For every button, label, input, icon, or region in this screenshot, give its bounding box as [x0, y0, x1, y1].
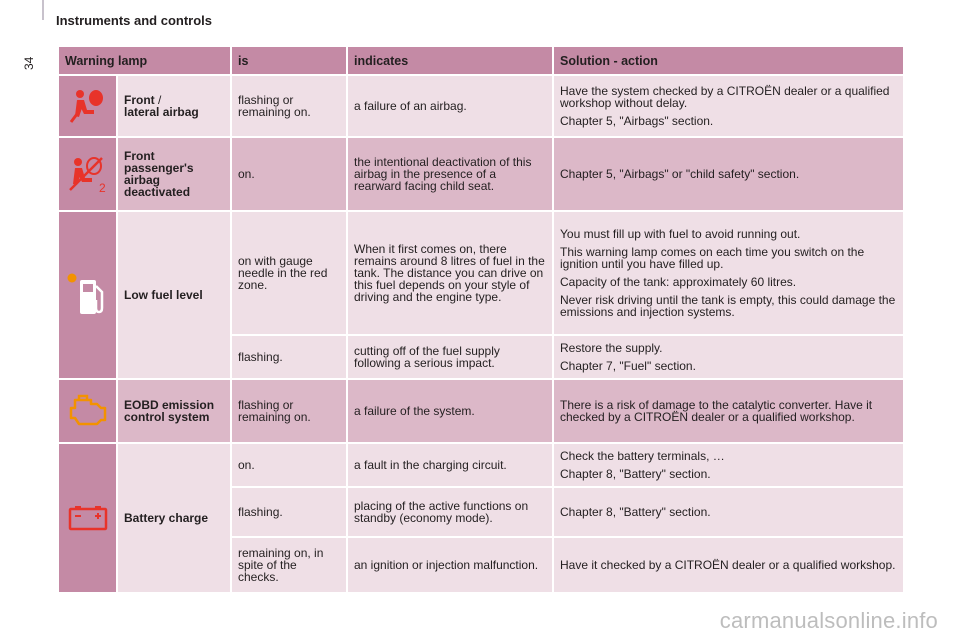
lamp-name: EOBD emission control system: [117, 379, 231, 443]
lamp-solution: Restore the supply. Chapter 7, "Fuel" section.: [553, 335, 904, 379]
lamp-indication: a failure of the system.: [347, 379, 553, 443]
lamp-state: flashing or remaining on.: [231, 75, 347, 137]
icon-cell: [58, 443, 117, 593]
column-header-solution: Solution - action: [553, 46, 904, 75]
lamp-name: Low fuel level: [117, 211, 231, 379]
lamp-solution: Check the battery terminals, … Chapter 8, "Battery" section.: [553, 443, 904, 487]
lamp-indication: the intentional deactivation of this airbag in the presence of a rearward facing child seat.: [347, 137, 553, 211]
warning-lamps-table: [57, 45, 905, 594]
lamp-indication: When it first comes on, there remains around 8 litres of fuel in the tank. The distance you can drive on this fuel depends on your style of driving and the engine type.: [347, 211, 553, 335]
column-header-indicates: indicates: [347, 46, 553, 75]
watermark: carmanualsonline.info: [719, 608, 938, 633]
engine-icon: [65, 394, 111, 428]
margin-rule: [42, 0, 44, 20]
icon-cell: [58, 379, 117, 443]
icon-cell: [58, 75, 117, 137]
table-row: [58, 75, 904, 137]
page-title: Instruments and controls: [56, 13, 213, 28]
airbag-icon: [68, 86, 108, 126]
lamp-solution: Chapter 5, "Airbags" or "child safety" section.: [553, 137, 904, 211]
lamp-indication: a fault in the charging circuit.: [347, 443, 553, 487]
table-row: [58, 443, 904, 487]
table-header-row: [58, 46, 904, 75]
lamp-state: flashing or remaining on.: [231, 379, 347, 443]
lamp-state: on.: [231, 137, 347, 211]
lamp-indication: an ignition or injection malfunction.: [347, 537, 553, 593]
lamp-solution: Have it checked by a CITROËN dealer or a qualified workshop.: [553, 537, 904, 593]
table-row: [58, 379, 904, 443]
lamp-name: Front passenger's airbag deactivated: [117, 137, 231, 211]
lamp-indication: cutting off of the fuel supply following a serious impact.: [347, 335, 553, 379]
lamp-solution: You must fill up with fuel to avoid running out. This warning lamp comes on each time you switch on the ignition until you have filled up. Capacity of the tank: approximately 60 litres. Never risk driving until the tank is empty, this could damage the emissions and injection systems.: [553, 211, 904, 335]
page-number: 34: [22, 56, 36, 70]
lamp-solution: Have the system checked by a CITROËN dealer or a qualified workshop without delay. Chapter 5, "Airbags" section.: [553, 75, 904, 137]
column-header-warning-lamp: Warning lamp: [58, 46, 231, 75]
svg-text:2: 2: [98, 181, 106, 194]
column-header-is: is: [231, 46, 347, 75]
lamp-solution: Chapter 8, "Battery" section.: [553, 487, 904, 537]
icon-cell: [58, 137, 117, 211]
lamp-indication: a failure of an airbag.: [347, 75, 553, 137]
lamp-state: on.: [231, 443, 347, 487]
lamp-indication: placing of the active functions on standby (economy mode).: [347, 487, 553, 537]
lamp-name: Front / lateral airbag: [117, 75, 231, 137]
passenger-airbag-deactivated-icon: [66, 154, 110, 194]
lamp-state: remaining on, in spite of the checks.: [231, 537, 347, 593]
fuel-pump-icon: [66, 272, 110, 318]
lamp-solution: There is a risk of damage to the catalytic converter. Have it checked by a CITROËN dealer or a qualified workshop.: [553, 379, 904, 443]
lamp-state: flashing.: [231, 335, 347, 379]
table-row: [58, 137, 904, 211]
lamp-name: Battery charge: [117, 443, 231, 593]
icon-cell: [58, 211, 117, 379]
battery-icon: [66, 503, 110, 533]
lamp-state: on with gauge needle in the red zone.: [231, 211, 347, 335]
table-row: [58, 211, 904, 335]
lamp-state: flashing.: [231, 487, 347, 537]
